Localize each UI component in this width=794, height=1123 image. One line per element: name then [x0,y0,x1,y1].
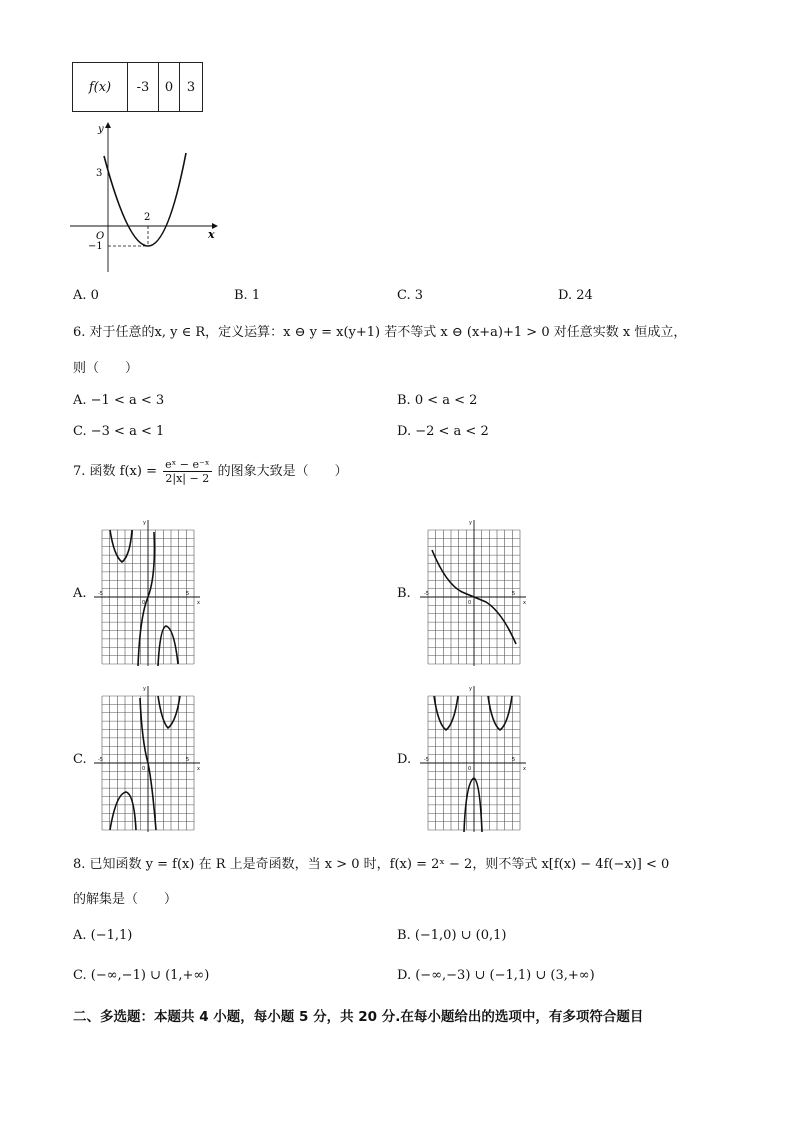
question-8-text: 8. 已知函数 y = f(x) 在 R 上是奇函数，当 x > 0 时，f(x) = 2ˣ − 2，则不等式 x[f(x) − 4f(−x)] < 0 [73,857,670,872]
svg-text:x: x [197,600,200,606]
svg-text:-5: -5 [424,591,429,597]
fraction-numerator: eˣ − e⁻ˣ [165,458,210,471]
graph-option-b [418,516,530,668]
table-cell: -3 [128,63,159,112]
svg-text:0: 0 [468,766,472,772]
svg-text:0: 0 [142,766,146,772]
y-axis-label: y [98,124,104,135]
option-d: D. (−∞,−3) ∪ (−1,1) ∪ (3,+∞) [397,968,595,983]
section-heading: 二、多选题：本题共 4 小题，每小题 5 分，共 20 分.在每小题给出的选项中，有多项符合题目 [73,1009,644,1025]
question-6-text: 6. 对于任意的x, y ∈ R，定义运算：x ⊖ y = x(y+1) 若不等式 x ⊖ (x+a)+1 > 0 对任意实数 x 恒成立， [73,325,687,340]
option-d: D. −2 < a < 2 [397,424,489,439]
option-c: C. −3 < a < 1 [73,424,165,439]
graph-option-a [92,516,204,668]
value-table [72,62,203,112]
option-b: B. 1 [234,288,261,303]
q5-parabola-graph [66,118,226,278]
svg-text:x: x [523,766,526,772]
y-tick-label: 3 [96,168,103,179]
graph-option-c [92,682,204,834]
fraction-denominator: 2|x| − 2 [165,472,210,485]
graph-option-d [418,682,530,834]
option-a: A. −1 < a < 3 [73,393,165,408]
formula-fraction [163,458,211,485]
option-d-label: D. [397,752,412,767]
option-b: B. (−1,0) ∪ (0,1) [397,928,507,943]
min-y-label: −1 [88,241,103,252]
svg-text:x: x [197,766,200,772]
svg-text:5: 5 [512,757,516,763]
origin-label: O [96,231,105,242]
table-cell: 3 [180,63,203,112]
table-cell: 0 [159,63,180,112]
option-c: C. 3 [397,288,424,303]
question-6-tail: 则（ ） [73,361,139,376]
option-c: C. (−∞,−1) ∪ (1,+∞) [73,968,210,983]
option-c-label: C. [73,752,87,767]
svg-text:-5: -5 [98,591,103,597]
table-header: f(x) [73,63,128,112]
option-a-label: A. [73,586,87,601]
svg-text:0: 0 [142,600,146,606]
svg-text:5: 5 [512,591,516,597]
svg-text:-5: -5 [424,757,429,763]
svg-text:5: 5 [186,757,190,763]
question-7-suffix: 的图象大致是（ ） [217,464,348,479]
x-axis-label: x [208,228,215,241]
x-tick-label: 2 [144,212,151,223]
svg-text:y: y [469,520,472,526]
svg-text:-5: -5 [98,757,103,763]
svg-text:5: 5 [186,591,190,597]
svg-text:0: 0 [468,600,472,606]
svg-text:y: y [143,686,146,692]
option-b: B. 0 < a < 2 [397,393,478,408]
question-8-tail: 的解集是（ ） [73,892,178,907]
option-b-label: B. [397,586,411,601]
svg-text:y: y [469,686,472,692]
svg-text:y: y [143,520,146,526]
option-d: D. 24 [558,288,593,303]
question-7-text [73,458,348,485]
option-a: A. 0 [73,288,99,303]
question-7-prefix: 7. 函数 f(x) = [73,464,157,479]
svg-text:x: x [523,600,526,606]
option-a: A. (−1,1) [73,928,133,943]
